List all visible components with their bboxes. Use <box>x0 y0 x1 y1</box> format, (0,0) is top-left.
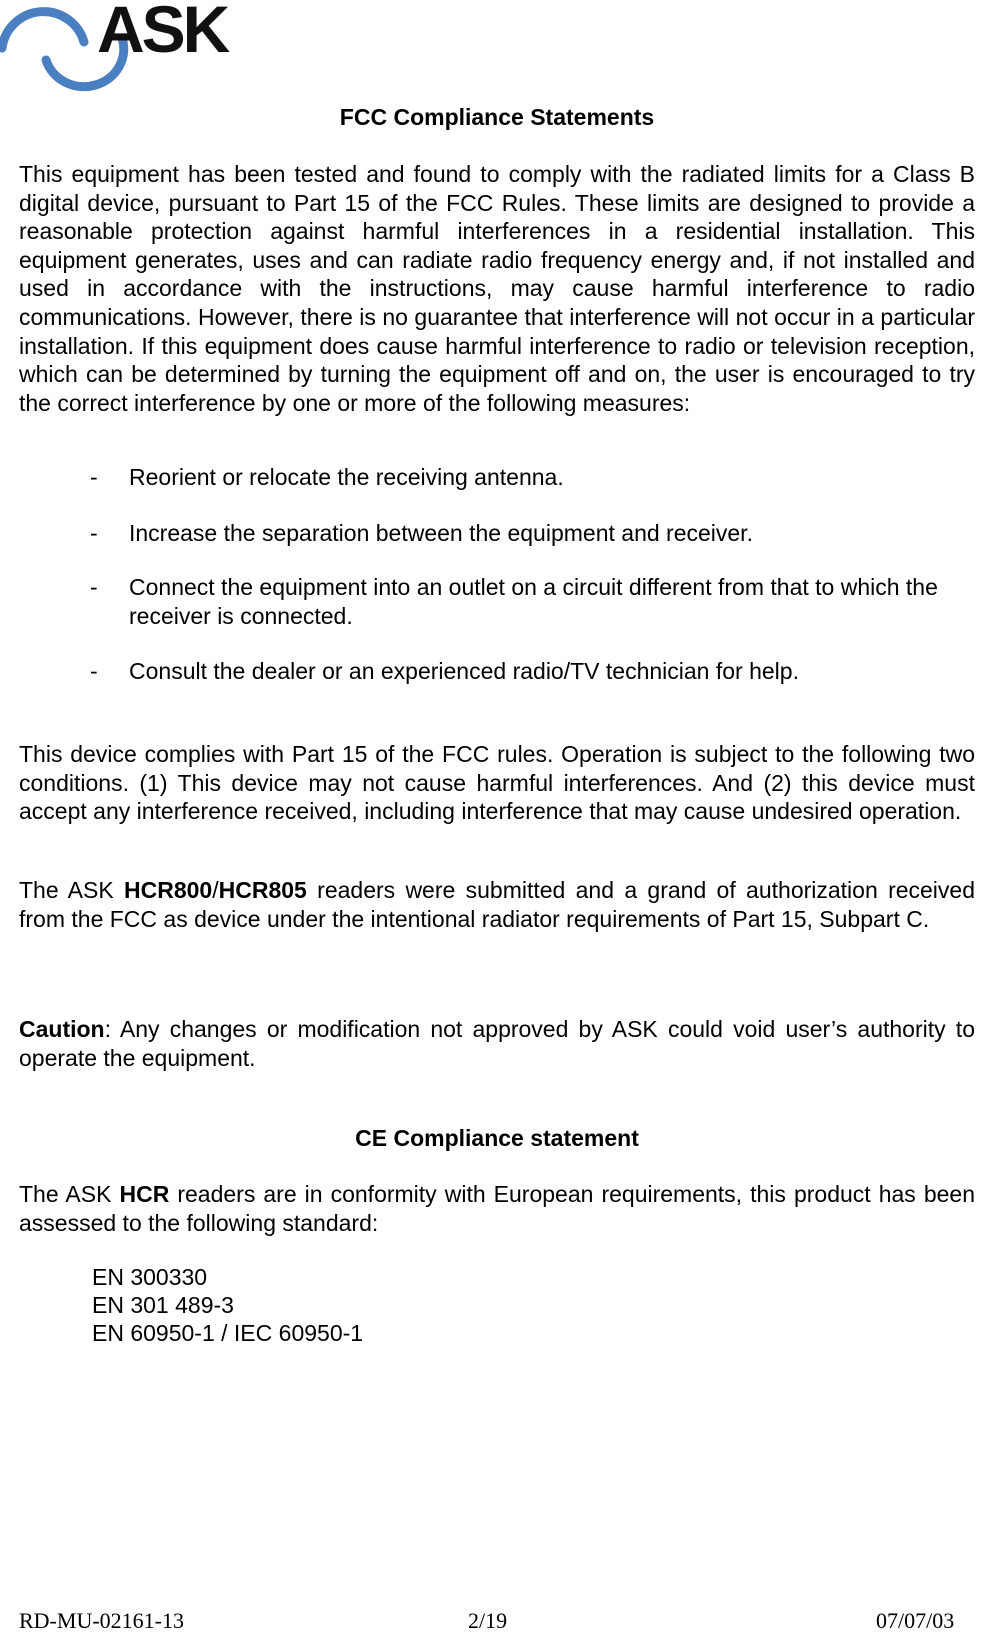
bullet-dash: - <box>90 574 98 600</box>
standard-item: EN 60950-1 / IEC 60950-1 <box>92 1320 364 1346</box>
ask-logo <box>0 0 240 100</box>
footer-date: 07/07/03 <box>876 1608 955 1633</box>
standard-item: EN 301 489-3 <box>92 1292 234 1318</box>
measure-text: Consult the dealer or an experienced radio/TV technician for help. <box>129 658 799 684</box>
measure-text: Reorient or relocate the receiving antenna. <box>129 464 564 490</box>
fcc-title: FCC Compliance Statements <box>339 104 655 130</box>
measure-text: Connect the equipment into an outlet on a circuit different from that to which the receiver is connected. <box>129 574 938 629</box>
model-slash: / <box>212 877 219 903</box>
logo-arc-top <box>2 12 84 48</box>
model-hcr: HCR <box>119 1181 170 1207</box>
bullet-dash: - <box>90 520 98 546</box>
fcc-conditions-paragraph: This device complies with Part 15 of the FCC rules. Operation is subject to the following two conditions. (1) This device may not cause harmful interferences. And (2) this device must accept any interference received, including interference that may cause undesired operation. <box>19 741 975 825</box>
ce-paragraph <box>19 1180 975 1237</box>
bullet-dash: - <box>90 658 98 684</box>
measure-text: Increase the separation between the equipment and receiver. <box>129 520 753 546</box>
logo-text: ASK <box>97 0 228 66</box>
ce-post: readers are in conformity with European requirements, this product has been assessed to the following standard: <box>19 1181 975 1236</box>
footer-doc-id: RD-MU-02161-13 <box>19 1608 184 1633</box>
grant-pre: The ASK <box>19 877 125 903</box>
caution-label: Caution <box>19 1016 105 1042</box>
model-hcr805: HCR805 <box>218 877 307 903</box>
footer-page-number: 2/19 <box>468 1608 508 1633</box>
ce-pre: The ASK <box>19 1181 120 1207</box>
caution-text: : Any changes or modification not approved by ASK could void user’s authority to operate the equipment. <box>19 1016 975 1071</box>
ce-title: CE Compliance statement <box>355 1125 639 1151</box>
model-hcr800: HCR800 <box>124 877 213 903</box>
standard-item: EN 300330 <box>92 1264 208 1290</box>
caution-paragraph <box>19 1015 975 1072</box>
fcc-intro-paragraph: This equipment has been tested and found to comply with the radiated limits for a Class B digital device, pursuant to Part 15 of the FCC Rules. These limits are designed to provide a reasonable protection against harmful interferences in a residential installation. This equipment generates, uses and can radiate radio frequency energy and, if not installed and used in accordance with the instructions, may cause harmful interference to radio communications. However, there is no guarantee that interference will not occur in a particular installation. If this equipment does cause harmful interference to radio or television reception, which can be determined by turning the equipment off and on, the user is encouraged to try the correct interference by one or more of the following measures: <box>19 161 975 416</box>
bullet-dash: - <box>90 464 98 490</box>
grant-post: readers were submitted and a grand of authorization received from the FCC as device under the intentional radiator requirements of Part 15, Subpart C. <box>19 877 975 932</box>
fcc-grant-paragraph <box>19 876 975 933</box>
